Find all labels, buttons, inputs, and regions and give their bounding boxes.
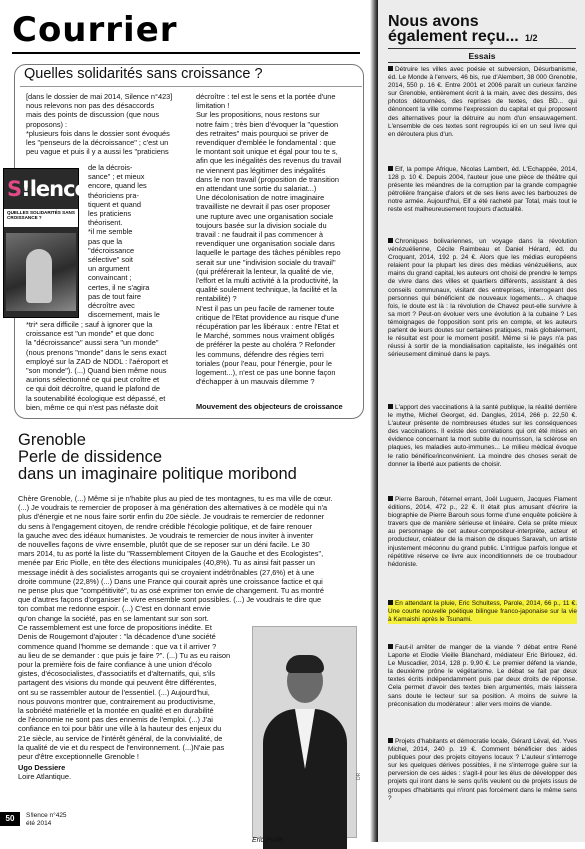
bullet-square-icon bbox=[388, 166, 393, 171]
bullet-square-icon bbox=[388, 496, 393, 501]
masthead-rule bbox=[12, 52, 360, 54]
photo-credit: DR bbox=[356, 772, 362, 780]
right-rule-top bbox=[388, 48, 576, 49]
right-title: Nous avons également reçu... bbox=[388, 13, 519, 45]
right-rule-bottom bbox=[388, 62, 576, 63]
article-headline bbox=[18, 432, 297, 483]
bullet-square-icon bbox=[388, 738, 393, 743]
page-number: 50 bbox=[0, 812, 20, 826]
photo-hair bbox=[286, 655, 324, 673]
review-entry: L'apport des vaccinations à la santé publique, la réalité derrière le mythe, Michel Georget, éd. Dangles, 2014, 266 p. 22,50 €. L'auteur présente de nombreuses études sur les conséquences des vaccinations. Il existe des corrélations qui ont été mises en évidence concernant la mort subite du nourrisson, la sclérose en plaques, les maladies auto-immunes... Le milieu médical évoque le ratio bénéfice/inconvénient. La moindre des choses serait de donner la liberté aux patients de choisir. bbox=[388, 404, 577, 468]
bullet-square-icon bbox=[388, 644, 393, 649]
letter-title-rule bbox=[20, 86, 362, 87]
review-entry: Projets d'habitants et démocratie locale, Gérard Léval, éd. Yves Michel, 2014, 240 p. 19 €. Comment bénéficier des aides publiques pour des projets citoyens locaux ? L'auteur s'interroge sur les quelques dérives possibles, il ne s'interroge guère sur la perversion de ces aides : s'agit-il pour les élus de développer des projets qui iront dans le sens qu'ils veulent ou de projets issus de groupes d'habitants qui n'iront pas forcément dans le même sens ? bbox=[388, 738, 577, 802]
article-author-place: Loire Atlantique. bbox=[18, 772, 72, 781]
bullet-square-icon bbox=[388, 66, 393, 71]
right-page-indicator: 1/2 bbox=[525, 33, 538, 43]
bullet-square-icon bbox=[388, 600, 393, 605]
review-entry: Détruire les villes avec poésie et subversion, Désurbanisme, éd. Le Monde à l'envers, 46 bis, rue d'Alembert, 38 000 Grenoble, 2014, 550 p. 16 €. Entre 2001 et 2006 paraît un curieux fanzine sur Grenoble, entièrement écrit à la main, avec des dessins, des photos détournées, des reprises de textes, des BD... qui dénoncent la ville comme l'expression du capital et qui proposent des alternatives pour la détruire au nom d'un ensauvagement. L'ensemble de ces textes sont regroupés ici en un seul livre qui en déroutera plus d'un. bbox=[388, 66, 577, 138]
bullet-square-icon bbox=[388, 238, 393, 243]
silence-cover-image bbox=[3, 168, 88, 318]
section-heading: Essais bbox=[468, 51, 496, 61]
eric-piolle-photo bbox=[252, 626, 357, 838]
headline-line3: dans un imaginaire politique moribond bbox=[18, 465, 297, 483]
review-entry: Pierre Barouh, l'éternel errant, Joël Luguern, Jacques Flament éditions, 2014, 472 p., 22 €. Il était plus amusant d'écrire la biographie de Pierre Barouh sous forme d'une enquête policière à travers que de manière sérieuse et linéaire. Cela se prête mieux au personnage de cet auteur-compositeur-interprète, acteur et producteur, créateur de la maison de disques Saravah, un artiste injustement méconnu du grand public. L'intrigue parfois longue et répétitive réserve ce livre aux inconditionnels de ce troubadour hédoniste. bbox=[388, 496, 577, 568]
letter-col1-wrap: de la décrois- sance" ; et mieux encore, quand les théoriciens pra- tiquent et quand les praticiens théorisent. *il me semble pas que la "décroissance sélective" soit un argument convaincant ; certes, il ne s'agira pas de tout faire décroître avec discernement, mais le bbox=[88, 163, 160, 320]
review-entry-highlighted: En attendant la pluie, Eric Schultess, Parole, 2014, 66 p., 11 €. Une courte nouvelle poétique bilingue franco-japonaise sur la vie à Kamaishi après le Tsunami. bbox=[388, 600, 577, 624]
letter-col1-top: [dans le dossier de mai 2014, Silence n°423] nous relevons non pas des désaccords mais des points de discussion (que nous proposons) : *plusieurs fois dans le dossier sont évoqués les "penseurs de la décroissance" ; c'est un peu vague et puis il y a aussi les "praticiens bbox=[26, 92, 173, 157]
article-body-wrap: qu'on change la société, pas en se lamentant sur son sort. Ce rassemblement est une force de propositions inédite. Et Denis de Rougemont d'ajouter : "la décadence d'une société commence quand l'homme se demande : que va t il arriver ? au lieu de se demander : que puis je faire ?". (...) Tu as eu raison pour la première fois de faire confiance à une union d'écolo gistes, d'écosocialistes, d'associatifs et d'alternatifs, qui, s'ils partagent des visions du monde qui peuvent être différentes, ont su se rassembler autour de l'essentiel. (...) Aujourd'hui, nous pouvons montrer que, contrairement au productivisme, la sobriété matérielle et la montée en qualité et en durabilité de l'économie ne sont pas des ennemis de l'emploi. (...) J'ai confiance en toi pour bâtir une ville à la hauteur des enjeux du 21e siècle, au service de l'intérêt général, de la convivialité, de la qualité de vie et du respect de l'environnement. (...)N'aie pas peur d'être exceptionnelle Grenoble ! bbox=[18, 614, 231, 762]
issue-info: S!lence n°425 été 2014 bbox=[26, 812, 67, 827]
article-body-full: Chère Grenoble, (...) Même si je n'habite plus au pied de tes montagnes, tu es ma ville de cœur. (...) Je voudrais te remercier de proposer à ma génération des alternatives à ce modèle qui n'a plus d'énergie et ne nous faire sortir enfin du 20e siècle. Je voudrais te remercier de redonner du sens à l'engagement citoyen, de rendre crédible l'écologie politique, et de faire renouer la gauche avec des idéaux humanistes. Je voudrais te remercier de nous inviter à inventer de nouvelles façons de vivre ensemble, plutôt que de se reposer sur un déni facile. Le 30 mars 2014, tu as porté la liste du "Rassemblement Citoyen de la Gauche et des Ecologistes", menée par Eric Piolle, en tête des élections municipales (40,8%). Tu as ainsi fait passer un message inédit à des socialistes arrogants qui se croyaient indétrônables (27,6%) et à une droite commune (22,8%) (...) Dans une France qui courait après une croissance factice et qui ne pense plus que "compétitivité", tu as osé exprimer ton envie de changement. Tu as montré que d'autres façons d'organiser le vivre ensemble sont possibles. (...) Je voudrais te dire que ton combat me redonne espoir. (...) C'est en donnant envie bbox=[18, 494, 333, 614]
article-author: Ugo Dessiere bbox=[18, 763, 66, 772]
letter-col2: décroître : tel est le sens et la portée d'une limitation ! Sur les propositions, nous restons sur notre faim ; très bien d'évoquer la "question des retraites" mais pourquoi se priver de revendiquer d'emblée le fondamental : que le montant soit unique et égal pour tou te s, afin que les inégalités des revenus du travail ne viennent pas légitimer des inégalités dans le non travail (proposition de transition en attendant une sortie du salariat...) Une décolonisation de notre imaginaire travailliste ne devrait il pas oser proposer une rupture avec une organisation sociale toujours basée sur la division sociale du travail : ne faudrait il pas commencer à revendiquer une organisation sociale dans laquelle le partage des tâches pénibles repo serait sur une "indivision sociale du travail" (qui préférerait la lenteur, la qualité de vie, l'effort et la multi activité à la productivité, la qualité soulement technique, la facilité et la rentabilité) ? N'est il pas un peu facile de ramener toute critique de l'Etat providence au risque d'une récupération par les libéraux : entre l'Etat et le Marché, sommes nous vraiment obligés de préférer la peste au choléra ? Refonder les communs, défendre des régies terri toriales (pour l'eau, pour l'énergie, pour le logement...), n'est ce pas une bonne façon d'échapper à un mauvais dilemme ? bbox=[196, 92, 342, 387]
review-entry: Elf, la pompe Afrique, Nicolas Lambert, éd. L'Echappée, 2014, 128 p. 10 €. Depuis 2004, l'auteur joue une pièce de théâtre qui présente les méandres de la corruption par la grande compagnie pétrolière française d'alors et de ses liens avec les barbouzes de notre armée. Aujourd'hui, Elf a été racheté par Total, mais tout le reste est malheureusement toujours d'actualité. bbox=[388, 166, 577, 214]
letter-col1-bottom: *tri* sera difficile ; sauf à ignorer que la croissance est "un monde" et que donc la "décroissance" aussi sera "un monde" (nous prenons "monde" dans le sens exact employé sur la ZAD de NDDL : l'aéroport et "son monde"). (...) Quand bien même nous aurions sélectionné ce qui peut croître et ce qui doit décroître, quand le plafond de la soutenabilité écologique est dépassé, et bien, même ce qui n'est pas néfaste doit bbox=[26, 320, 169, 412]
photo-caption: Eric Piolle bbox=[252, 837, 284, 844]
bullet-square-icon bbox=[388, 404, 393, 409]
review-entry: Faut-il arrêter de manger de la viande ? débat entre René Laporte et Elodie Vieille Blanchard, médiateur Eric Birlouez, éd. Le Muscadier, 2014, 128 p. 9,90 €. Le premier défend la viande, la deuxième prône le végétarisme. Le débat se fait par deux textes écrits indépendamment puis par deux droits de réponse. Cela permet d'avoir des textes bien argumentés, mais laissera sans doute le lecteur sur sa position. A moins de suivre la préconisation du modérateur : aller vers moins de viande. bbox=[388, 644, 577, 708]
cover-title: S!lence bbox=[7, 177, 88, 201]
headline-line1: Grenoble bbox=[18, 431, 86, 449]
masthead-title: Courrier bbox=[12, 10, 178, 50]
review-entry: Chroniques bolivariennes, un voyage dans la révolution vénézuélienne, Cécile Raimbeau et Daniel Hérard, éd. du Croquant, 2014, 192 p. 24 €. Alors que les médias européens relaient pour la plupart les dires des médias vénézuéliens, aux mains du grand capital, les auteurs ont choisi de prendre le temps de vivre dans des villes et quartiers différents, assistant à des conseils communaux, visitant des entreprises, interrogeant des personnes qui bénéficient de nouveaux logements... A chaque fois, le doute est là : la révolution de Chavez peut-elle survivre à sa mort ? Peut-on évoluer vers une évolution à la cubaine ? Les témoignages de l'opposition sont pris en compte, et les auteurs parlent de leurs doutes sur certaines pratiques, mais globalement, le résultat est pour le moment positif. Même si le pays n'a pas réussi à sortir de la mondialisation capitaliste, les inégalités ont sérieusement diminué dans le pays. bbox=[388, 238, 577, 359]
headline-line2: Perle de dissidence bbox=[18, 448, 163, 466]
letter-title: Quelles solidarités sans croissance ? bbox=[24, 66, 263, 82]
page-spine bbox=[370, 0, 378, 842]
cover-question: QUELLES SOLIDARITÉS SANS CROISSANCE ? bbox=[7, 210, 75, 221]
letter-signature: Mouvement des objecteurs de croissance bbox=[196, 402, 343, 411]
cover-figure bbox=[26, 249, 52, 303]
